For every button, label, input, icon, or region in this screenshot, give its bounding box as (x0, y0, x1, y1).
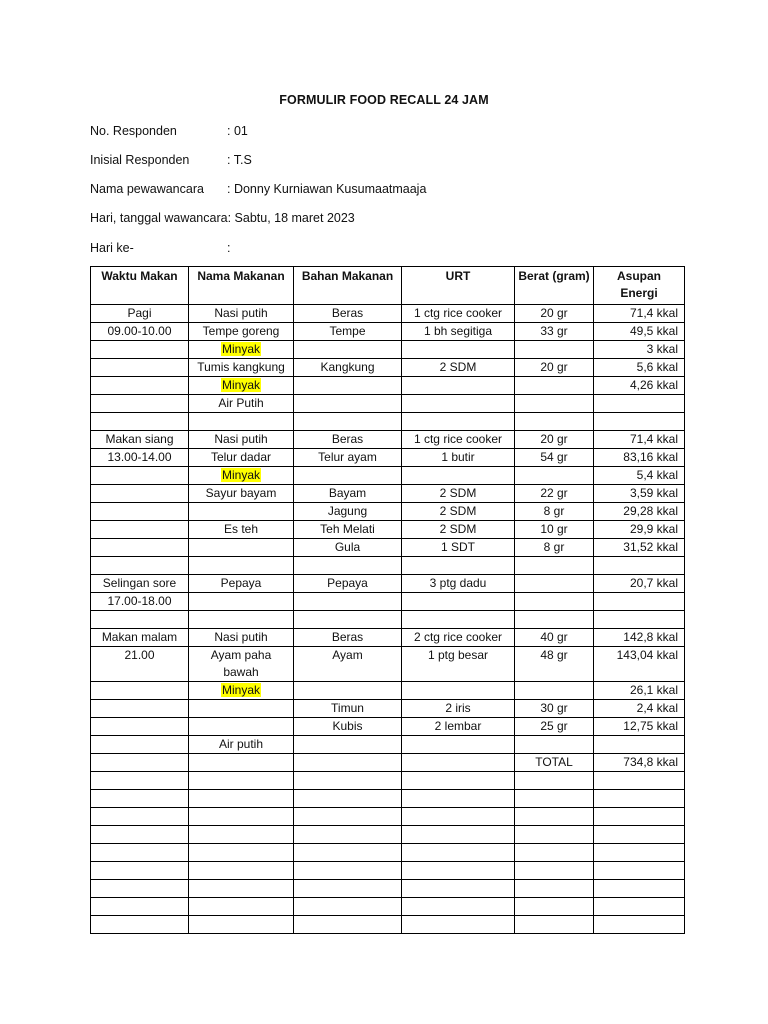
cell-waktu-makan (91, 682, 189, 700)
cell-asupan-energi (594, 898, 685, 916)
cell-nama-makanan: Tempe goreng (189, 323, 294, 341)
cell-bahan-makanan (294, 808, 402, 826)
header-berat: Berat (gram) (515, 267, 594, 305)
cell-asupan-energi (594, 593, 685, 611)
cell-nama-makanan: Telur dadar (189, 449, 294, 467)
cell-urt (402, 593, 515, 611)
info-row-responden-initials (90, 151, 252, 169)
cell-bahan-makanan (294, 790, 402, 808)
table-row (91, 395, 685, 413)
table-row (91, 449, 685, 467)
highlighted-food-name: Minyak (221, 342, 260, 356)
cell-nama-makanan (189, 826, 294, 844)
cell-urt: 2 SDM (402, 521, 515, 539)
table-row (91, 413, 685, 431)
cell-nama-makanan (189, 413, 294, 431)
cell-urt (402, 880, 515, 898)
cell-nama-makanan: Nasi putih (189, 629, 294, 647)
cell-berat (515, 467, 594, 485)
cell-berat (515, 844, 594, 862)
table-row (91, 503, 685, 521)
cell-urt (402, 736, 515, 754)
cell-asupan-energi (594, 862, 685, 880)
cell-berat: 48 gr (515, 647, 594, 682)
cell-bahan-makanan (294, 395, 402, 413)
table-row (91, 323, 685, 341)
cell-asupan-energi (594, 736, 685, 754)
cell-berat: 20 gr (515, 359, 594, 377)
cell-asupan-energi: 26,1 kkal (594, 682, 685, 700)
cell-bahan-makanan: Tempe (294, 323, 402, 341)
cell-bahan-makanan (294, 916, 402, 934)
cell-bahan-makanan: Ayam (294, 647, 402, 682)
cell-nama-makanan (189, 898, 294, 916)
info-value: : Donny Kurniawan Kusumaatmaaja (227, 182, 427, 196)
table-row (91, 718, 685, 736)
cell-asupan-energi: 71,4 kkal (594, 305, 685, 323)
cell-nama-makanan (189, 611, 294, 629)
cell-asupan-energi: 83,16 kkal (594, 449, 685, 467)
cell-urt: 2 SDM (402, 485, 515, 503)
cell-bahan-makanan (294, 880, 402, 898)
info-value: : 01 (227, 124, 248, 138)
cell-asupan-energi (594, 413, 685, 431)
cell-waktu-makan: Pagi (91, 305, 189, 323)
cell-urt: 1 bh segitiga (402, 323, 515, 341)
cell-urt: 2 SDM (402, 503, 515, 521)
table-header-row (91, 267, 685, 305)
cell-asupan-energi: 142,8 kkal (594, 629, 685, 647)
cell-nama-makanan (189, 880, 294, 898)
cell-waktu-makan (91, 772, 189, 790)
info-value: Sabtu, 18 maret 2023 (234, 211, 355, 225)
header-nama-makanan: Nama Makanan (189, 267, 294, 305)
cell-nama-makanan: Tumis kangkung (189, 359, 294, 377)
cell-waktu-makan (91, 898, 189, 916)
cell-berat: 8 gr (515, 539, 594, 557)
cell-urt: 3 ptg dadu (402, 575, 515, 593)
cell-asupan-energi: 3 kkal (594, 341, 685, 359)
cell-waktu-makan (91, 880, 189, 898)
cell-asupan-energi: 734,8 kkal (594, 754, 685, 772)
cell-asupan-energi: 20,7 kkal (594, 575, 685, 593)
cell-nama-makanan: Air Putih (189, 395, 294, 413)
cell-berat (515, 898, 594, 916)
info-row-interviewer (90, 180, 427, 198)
cell-bahan-makanan (294, 593, 402, 611)
table-row (91, 880, 685, 898)
cell-urt: 1 ctg rice cooker (402, 431, 515, 449)
cell-waktu-makan (91, 916, 189, 934)
cell-bahan-makanan (294, 377, 402, 395)
cell-urt: 2 iris (402, 700, 515, 718)
cell-asupan-energi (594, 916, 685, 934)
cell-nama-makanan (189, 539, 294, 557)
cell-bahan-makanan: Beras (294, 305, 402, 323)
table-row (91, 808, 685, 826)
info-value: : T.S (227, 153, 252, 167)
cell-bahan-makanan (294, 682, 402, 700)
cell-asupan-energi (594, 880, 685, 898)
table-row (91, 772, 685, 790)
cell-berat (515, 377, 594, 395)
table-row (91, 575, 685, 593)
cell-urt (402, 611, 515, 629)
cell-asupan-energi: 5,4 kkal (594, 467, 685, 485)
cell-bahan-makanan (294, 754, 402, 772)
cell-waktu-makan (91, 826, 189, 844)
cell-waktu-makan (91, 611, 189, 629)
cell-asupan-energi: 3,59 kkal (594, 485, 685, 503)
cell-urt: 1 ctg rice cooker (402, 305, 515, 323)
cell-berat (515, 790, 594, 808)
cell-waktu-makan (91, 754, 189, 772)
cell-berat (515, 557, 594, 575)
header-asupan-energi: Asupan Energi (594, 267, 685, 305)
cell-bahan-makanan (294, 844, 402, 862)
cell-bahan-makanan: Bayam (294, 485, 402, 503)
cell-bahan-makanan: Timun (294, 700, 402, 718)
cell-berat (515, 736, 594, 754)
cell-waktu-makan (91, 341, 189, 359)
cell-asupan-energi: 143,04 kkal (594, 647, 685, 682)
cell-nama-makanan (189, 377, 294, 395)
cell-asupan-energi: 4,26 kkal (594, 377, 685, 395)
table-row (91, 790, 685, 808)
table-body (91, 305, 685, 934)
cell-urt (402, 808, 515, 826)
cell-urt (402, 844, 515, 862)
cell-urt: 1 butir (402, 449, 515, 467)
cell-asupan-energi: 29,28 kkal (594, 503, 685, 521)
cell-bahan-makanan: Kubis (294, 718, 402, 736)
cell-bahan-makanan (294, 826, 402, 844)
cell-berat: 54 gr (515, 449, 594, 467)
cell-berat: 10 gr (515, 521, 594, 539)
cell-nama-makanan (189, 916, 294, 934)
cell-bahan-makanan (294, 736, 402, 754)
cell-nama-makanan (189, 700, 294, 718)
cell-nama-makanan: Ayam paha bawah (189, 647, 294, 682)
cell-urt: 1 ptg besar (402, 647, 515, 682)
table-row (91, 557, 685, 575)
cell-waktu-makan: 09.00-10.00 (91, 323, 189, 341)
cell-waktu-makan (91, 700, 189, 718)
cell-urt (402, 682, 515, 700)
cell-urt (402, 790, 515, 808)
cell-urt (402, 467, 515, 485)
cell-bahan-makanan (294, 557, 402, 575)
table-row (91, 736, 685, 754)
cell-waktu-makan (91, 718, 189, 736)
cell-asupan-energi: 31,52 kkal (594, 539, 685, 557)
table-row (91, 539, 685, 557)
info-row-day-number (90, 239, 231, 257)
cell-nama-makanan: Air putih (189, 736, 294, 754)
cell-nama-makanan: Es teh (189, 521, 294, 539)
table-row (91, 467, 685, 485)
cell-bahan-makanan (294, 772, 402, 790)
table-row (91, 485, 685, 503)
info-label: Hari ke- (90, 241, 134, 255)
cell-waktu-makan: Selingan sore (91, 575, 189, 593)
cell-bahan-makanan: Beras (294, 431, 402, 449)
table-row (91, 682, 685, 700)
cell-berat: 22 gr (515, 485, 594, 503)
cell-berat (515, 862, 594, 880)
cell-berat: TOTAL (515, 754, 594, 772)
cell-berat (515, 395, 594, 413)
cell-waktu-makan (91, 377, 189, 395)
cell-asupan-energi (594, 808, 685, 826)
cell-urt (402, 395, 515, 413)
cell-waktu-makan (91, 862, 189, 880)
cell-urt (402, 826, 515, 844)
cell-urt: 2 lembar (402, 718, 515, 736)
cell-nama-makanan: Pepaya (189, 575, 294, 593)
info-value: : (227, 241, 231, 255)
table-row (91, 305, 685, 323)
cell-nama-makanan: Sayur bayam (189, 485, 294, 503)
table-row (91, 377, 685, 395)
cell-bahan-makanan (294, 341, 402, 359)
cell-urt: 2 SDM (402, 359, 515, 377)
table-row (91, 647, 685, 682)
cell-nama-makanan (189, 557, 294, 575)
cell-bahan-makanan: Telur ayam (294, 449, 402, 467)
cell-berat: 20 gr (515, 305, 594, 323)
cell-bahan-makanan (294, 467, 402, 485)
cell-waktu-makan: Makan malam (91, 629, 189, 647)
cell-waktu-makan (91, 539, 189, 557)
cell-nama-makanan (189, 844, 294, 862)
cell-berat: 8 gr (515, 503, 594, 521)
table-row (91, 862, 685, 880)
cell-berat: 30 gr (515, 700, 594, 718)
cell-berat (515, 341, 594, 359)
cell-berat (515, 575, 594, 593)
cell-waktu-makan (91, 503, 189, 521)
cell-bahan-makanan: Teh Melati (294, 521, 402, 539)
cell-waktu-makan (91, 395, 189, 413)
cell-waktu-makan (91, 844, 189, 862)
cell-urt (402, 413, 515, 431)
cell-urt: 2 ctg rice cooker (402, 629, 515, 647)
cell-berat (515, 880, 594, 898)
info-row-responden-number (90, 122, 248, 140)
cell-berat (515, 916, 594, 934)
table-row (91, 521, 685, 539)
cell-nama-makanan (189, 682, 294, 700)
table-row (91, 341, 685, 359)
cell-asupan-energi (594, 772, 685, 790)
header-waktu-makan: Waktu Makan (91, 267, 189, 305)
form-title: FORMULIR FOOD RECALL 24 JAM (279, 93, 489, 107)
highlighted-food-name: Minyak (221, 378, 260, 392)
cell-asupan-energi (594, 557, 685, 575)
cell-nama-makanan (189, 862, 294, 880)
cell-urt (402, 557, 515, 575)
table-row (91, 593, 685, 611)
cell-waktu-makan (91, 557, 189, 575)
table-row (91, 844, 685, 862)
info-label: Nama pewawancara (90, 182, 204, 196)
highlighted-food-name: Minyak (221, 468, 260, 482)
info-label: Inisial Responden (90, 153, 190, 167)
cell-berat (515, 808, 594, 826)
table-row (91, 611, 685, 629)
cell-urt (402, 772, 515, 790)
cell-bahan-makanan (294, 611, 402, 629)
cell-waktu-makan (91, 736, 189, 754)
cell-berat (515, 682, 594, 700)
cell-berat (515, 593, 594, 611)
cell-waktu-makan (91, 790, 189, 808)
cell-waktu-makan (91, 413, 189, 431)
cell-berat (515, 611, 594, 629)
cell-berat (515, 826, 594, 844)
cell-nama-makanan (189, 754, 294, 772)
cell-waktu-makan: Makan siang (91, 431, 189, 449)
cell-bahan-makanan: Jagung (294, 503, 402, 521)
table-row (91, 359, 685, 377)
info-row-interview-date (90, 209, 355, 227)
table-row (91, 700, 685, 718)
cell-asupan-energi: 71,4 kkal (594, 431, 685, 449)
table-row (91, 754, 685, 772)
cell-berat (515, 413, 594, 431)
info-label: Hari, tanggal wawancara: (90, 211, 232, 225)
header-urt: URT (402, 267, 515, 305)
cell-asupan-energi (594, 611, 685, 629)
info-label: No. Responden (90, 124, 177, 138)
cell-nama-makanan (189, 808, 294, 826)
table-row (91, 826, 685, 844)
cell-waktu-makan: 13.00-14.00 (91, 449, 189, 467)
cell-waktu-makan (91, 485, 189, 503)
cell-nama-makanan (189, 772, 294, 790)
cell-asupan-energi: 2,4 kkal (594, 700, 685, 718)
cell-berat (515, 772, 594, 790)
cell-waktu-makan (91, 521, 189, 539)
highlighted-food-name: Minyak (221, 683, 260, 697)
cell-urt (402, 862, 515, 880)
cell-nama-makanan (189, 503, 294, 521)
cell-waktu-makan (91, 359, 189, 377)
cell-urt (402, 341, 515, 359)
cell-nama-makanan: Nasi putih (189, 431, 294, 449)
cell-bahan-makanan: Kangkung (294, 359, 402, 377)
cell-berat: 33 gr (515, 323, 594, 341)
cell-urt (402, 754, 515, 772)
cell-asupan-energi: 5,6 kkal (594, 359, 685, 377)
table-row (91, 629, 685, 647)
cell-waktu-makan: 17.00-18.00 (91, 593, 189, 611)
cell-nama-makanan (189, 790, 294, 808)
cell-berat: 40 gr (515, 629, 594, 647)
cell-nama-makanan (189, 718, 294, 736)
cell-bahan-makanan: Beras (294, 629, 402, 647)
table-row (91, 898, 685, 916)
cell-asupan-energi (594, 395, 685, 413)
food-recall-table (90, 266, 685, 934)
header-bahan-makanan: Bahan Makanan (294, 267, 402, 305)
cell-berat: 20 gr (515, 431, 594, 449)
cell-waktu-makan (91, 808, 189, 826)
cell-nama-makanan (189, 593, 294, 611)
cell-bahan-makanan (294, 898, 402, 916)
cell-bahan-makanan (294, 862, 402, 880)
cell-urt (402, 377, 515, 395)
cell-asupan-energi: 29,9 kkal (594, 521, 685, 539)
cell-bahan-makanan: Pepaya (294, 575, 402, 593)
table-row (91, 431, 685, 449)
cell-urt (402, 916, 515, 934)
cell-urt: 1 SDT (402, 539, 515, 557)
cell-bahan-makanan: Gula (294, 539, 402, 557)
cell-asupan-energi (594, 826, 685, 844)
cell-waktu-makan: 21.00 (91, 647, 189, 682)
cell-berat: 25 gr (515, 718, 594, 736)
cell-asupan-energi: 49,5 kkal (594, 323, 685, 341)
table-row (91, 916, 685, 934)
cell-nama-makanan (189, 467, 294, 485)
cell-asupan-energi (594, 844, 685, 862)
cell-bahan-makanan (294, 413, 402, 431)
cell-urt (402, 898, 515, 916)
cell-nama-makanan: Nasi putih (189, 305, 294, 323)
cell-nama-makanan (189, 341, 294, 359)
cell-waktu-makan (91, 467, 189, 485)
cell-asupan-energi (594, 790, 685, 808)
cell-asupan-energi: 12,75 kkal (594, 718, 685, 736)
